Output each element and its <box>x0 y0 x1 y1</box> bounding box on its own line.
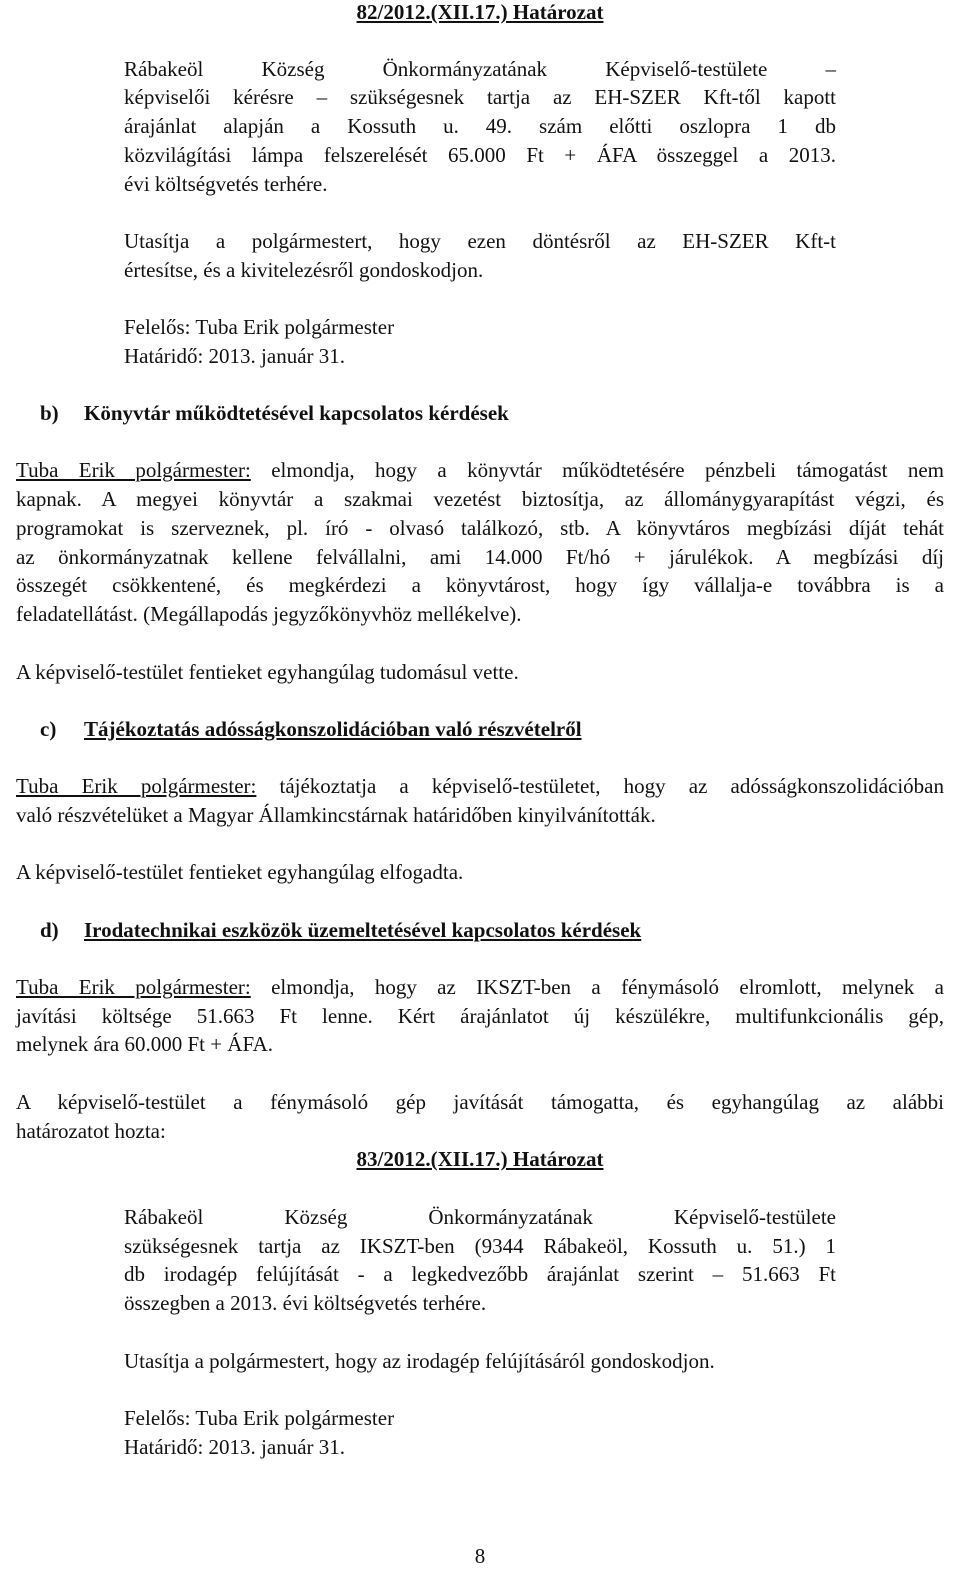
section-c-line <box>16 776 944 797</box>
section-b-line: feladatellátást. (Megállapodás jegyzőkönyvhöz mellékelve). <box>16 602 522 626</box>
section-c-marker: c) <box>40 717 57 741</box>
resolution-82-responsible: Felelős: Tuba Erik polgármester <box>124 315 395 339</box>
section-c-conclusion: A képviselő-testület fentieket egyhangúlag elfogadta. <box>16 860 464 884</box>
section-d-line-rest: elmondja, hogy az IKSZT-ben a fénymásoló elromlott, melynek a <box>250 975 944 999</box>
section-b-line <box>16 460 944 481</box>
section-b-conclusion: A képviselő-testület fentieket egyhangúlag tudomásul vette. <box>16 660 519 684</box>
section-b-speaker: Tuba Erik polgármester: <box>16 458 251 482</box>
resolution-83-title: 83/2012.(XII.17.) Határozat <box>356 1147 604 1171</box>
resolution-83-line: összegben a 2013. évi költségvetés terhére. <box>124 1291 487 1315</box>
section-c-speaker: Tuba Erik polgármester: <box>16 774 257 798</box>
section-b-line: kapnak. A megyei könyvtár a szakmai vezetést biztosítja, az állománygyarapítást végzi, és <box>16 487 944 511</box>
resolution-83-line: db irodagép felújítását - a legkedvezőbb árajánlat szerint – 51.663 Ft <box>124 1262 836 1286</box>
resolution-82-line: közvilágítási lámpa felszerelését 65.000 Ft + ÁFA összeggel a 2013. <box>124 143 836 167</box>
resolution-82-line: képviselői kérésre – szükségesnek tartja az EH-SZER Kft-től kapott <box>124 85 836 109</box>
section-d-line: melynek ára 60.000 Ft + ÁFA. <box>16 1032 274 1056</box>
resolution-82-line: árajánlat alapján a Kossuth u. 49. szám előtti oszlopra 1 db <box>124 114 836 138</box>
section-d-decision: határozatot hozta: <box>16 1119 166 1143</box>
resolution-83-line: Rábakeöl Község Önkormányzatának Képviselő-testülete <box>124 1205 836 1229</box>
resolution-82-line: évi költségvetés terhére. <box>124 172 328 196</box>
resolution-82-deadline: Határidő: 2013. január 31. <box>124 344 346 368</box>
section-d-marker: d) <box>40 918 59 942</box>
resolution-83-responsible: Felelős: Tuba Erik polgármester <box>124 1406 395 1430</box>
section-b-marker: b) <box>40 401 59 425</box>
resolution-83-deadline: Határidő: 2013. január 31. <box>124 1435 346 1459</box>
section-d-speaker: Tuba Erik polgármester: <box>16 975 251 999</box>
page-number: 8 <box>474 1544 486 1568</box>
section-c-title: Tájékoztatás adósságkonszolidációban való részvételről <box>84 717 582 741</box>
section-c-line: való részvételüket a Magyar Államkincstárnak határidőben kinyilvánították. <box>16 803 656 827</box>
section-b-heading <box>40 403 509 424</box>
section-d-title: Irodatechnikai eszközök üzemeltetésével kapcsolatos kérdések <box>84 918 642 942</box>
section-b-line: összegét csökkentené, és megkérdezi a könyvtárost, hogy így vállalja-e továbbra is a <box>16 573 944 597</box>
section-c-line-rest: tájékoztatja a képviselő-testületet, hogy az adósságkonszolidációban <box>256 774 944 798</box>
resolution-82-line: Rábakeöl Község Önkormányzatának Képviselő-testülete – <box>124 57 836 81</box>
resolution-83-line: szükségesnek tartja az IKSZT-ben (9344 Rábakeöl, Kossuth u. 51.) 1 <box>124 1234 836 1258</box>
section-d-decision: A képviselő-testület a fénymásoló gép javítását támogatta, és egyhangúlag az alábbi <box>16 1090 944 1114</box>
section-b-line: programokat is szerveznek, pl. író - olvasó találkozó, stb. A könyvtáros megbízási díját tehát <box>16 516 944 540</box>
section-d-line: javítási költsége 51.663 Ft lenne. Kért árajánlatot új készülékre, multifunkcionális gép, <box>16 1004 944 1028</box>
section-b-line: az önkormányzatnak kellene felvállalni, ami 14.000 Ft/hó + járulékok. A megbízási díj <box>16 545 944 569</box>
section-b-line-rest: elmondja, hogy a könyvtár működtetésére pénzbeli támogatást nem <box>250 458 945 482</box>
section-c-heading <box>40 719 582 740</box>
section-d-line <box>16 977 944 998</box>
resolution-82-instruction: Utasítja a polgármestert, hogy ezen döntésről az EH-SZER Kft-t <box>124 229 836 253</box>
resolution-82-instruction: értesítse, és a kivitelezésről gondoskodjon. <box>124 258 484 282</box>
resolution-83-instruction: Utasítja a polgármestert, hogy az irodagép felújításáról gondoskodjon. <box>124 1349 715 1373</box>
resolution-82-title: 82/2012.(XII.17.) Határozat <box>356 0 604 24</box>
section-b-title: Könyvtár működtetésével kapcsolatos kérdések <box>84 401 509 425</box>
section-d-heading <box>40 920 641 941</box>
